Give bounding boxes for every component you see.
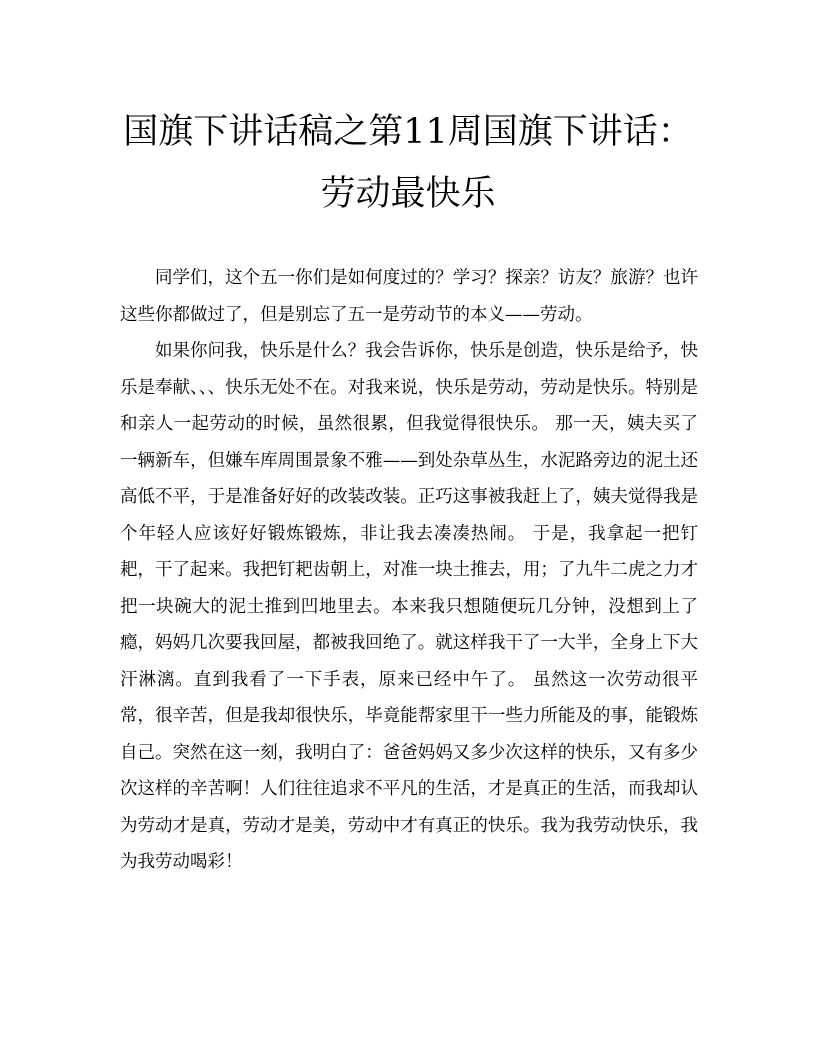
paragraph-2: 如果你问我，快乐是什么？我会告诉你，快乐是创造，快乐是给予，快乐是奉献、、、快乐无处不在。对我来说，快乐是劳动，劳动是快乐。特别是和亲人一起劳动的时候，虽然很累，但我觉得很快乐。 那一天，姨夫买了一辆新车，但嫌车库周围景象不雅——到处杂草丛生，水泥路旁边的泥土还高低不平，于是准备好好的改装改装。正巧这事被我赶上了，姨夫觉得我是个年轻人应该好好锻炼锻炼，非让我去凑凑热闹。 于是，我拿起一把钉耙，干了起来。我把钉耙齿朝上，对准一块土推去，用；了九牛二虎之力才把一块碗大的泥土推到凹地里去。本来我只想随便玩几分钟，没想到上了瘾，妈妈几次要我回屋，都被我回绝了。就这样我干了一大半，全身上下大汗淋漓。直到我看了一下手表，原来已经中午了。 虽然这一次劳动很平常，很辛苦，但是我却很快乐，毕竟能帮家里干一些力所能及的事，能锻炼自己。突然在这一刻，我明白了：爸爸妈妈又多少次这样的快乐，又有多少次这样的辛苦啊！人们往往追求不平凡的生活，才是真正的生活，而我却认为劳动才是真，劳动才是美，劳动中才有真正的快乐。我为我劳动快乐，我为我劳动喝彩！ [120,341,698,872]
document-title-line-2: 劳动最快乐 [320,174,496,214]
paragraph-1: 同学们，这个五一你们是如何度过的？学习？探亲？访友？旅游？也许这些你都做过了，但是别忘了五一是劳动节的本义——劳动。 [120,268,698,325]
document-body [120,260,698,881]
document-title-line-1: 国旗下讲话稿之第11周国旗下讲话： [123,112,693,152]
